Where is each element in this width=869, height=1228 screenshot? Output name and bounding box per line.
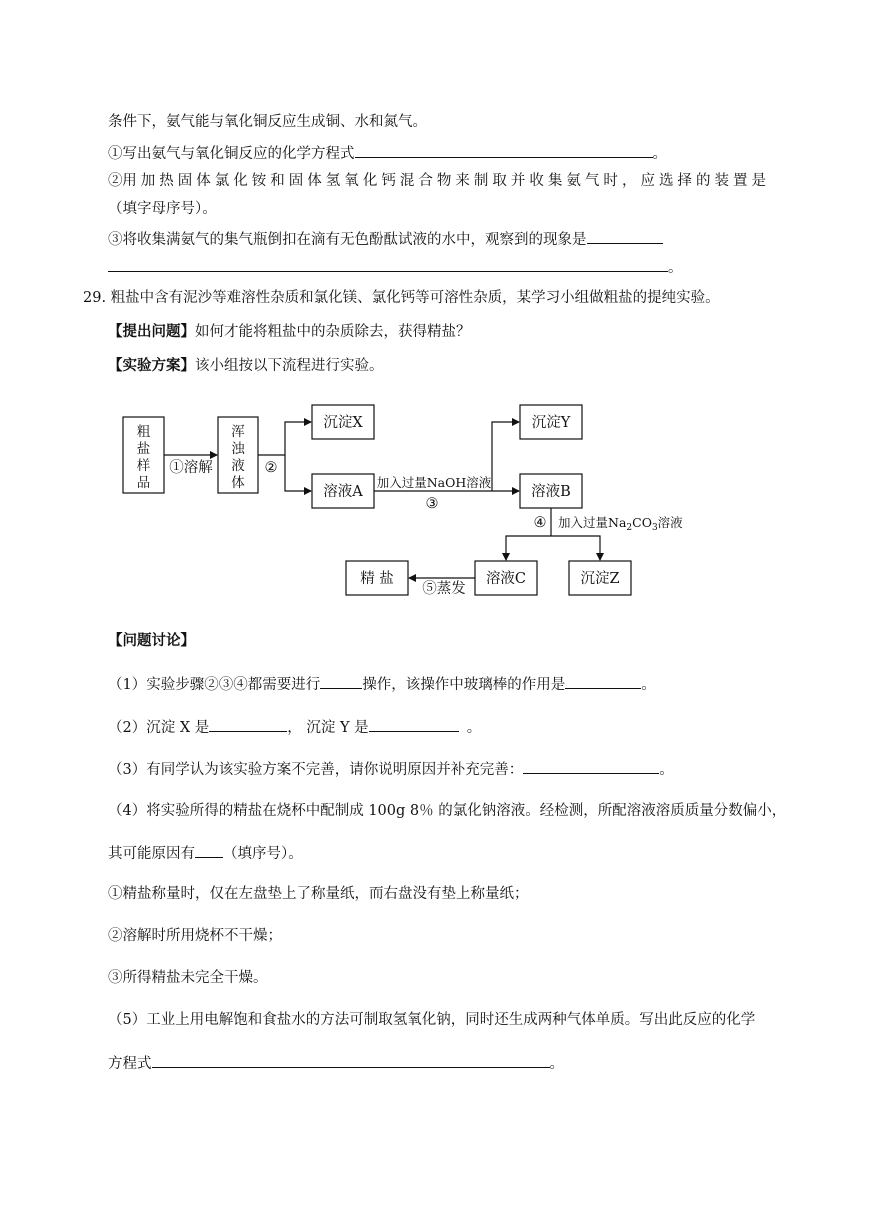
step-1-label: ①溶解 (169, 460, 213, 476)
arrow-to-z (551, 536, 600, 560)
discussion-q1-text-a: （1）实验步骤②③④都需要进行 (108, 677, 321, 693)
discussion-q4-line-2 (108, 842, 303, 864)
discussion-q3-text: （3）有同学认为该实验方案不完善，请你说明原因并补充完善： (108, 762, 524, 778)
intro-line: 条件下，氨气能与氧化铜反应生成铜、水和氮气。 (108, 114, 427, 130)
discussion-q5-text: 方程式 (108, 1056, 152, 1072)
discussion-label: 【问题讨论】 (108, 632, 195, 649)
step-2-label: ② (264, 460, 278, 476)
question-3-text: ③将收集满氨气的集气瓶倒扣在滴有无色酚酞试液的水中，观察到的现象是 (108, 232, 587, 248)
discussion-q3 (108, 758, 674, 780)
punctuation: 。 (466, 720, 482, 736)
discussion-q5-line-2 (108, 1052, 564, 1074)
crude-salt-char-4: 品 (136, 475, 151, 491)
arrow-to-c (506, 536, 551, 560)
turbid-char-3: 液 (231, 458, 245, 474)
precipitate-x-label: 沉淀X (323, 415, 363, 431)
punctuation: 。 (659, 762, 674, 778)
solution-c-label: 溶液C (485, 571, 527, 587)
question-2-line-2: （填字母序号）。 (108, 201, 217, 217)
turbid-char-2: 浊 (231, 441, 245, 457)
answer-blank-d1b[interactable] (565, 673, 641, 689)
step-4-label: ④ (533, 515, 547, 531)
discussion-q2-text-a: （2）沉淀 X 是 (108, 720, 210, 736)
discussion-q1-text-b: 操作，该操作中玻璃棒的作用是 (362, 677, 566, 693)
problem-label: 【提出问题】 (108, 323, 195, 340)
answer-blank-d5[interactable] (152, 1052, 550, 1068)
answer-blank-d1a[interactable] (320, 673, 362, 689)
solution-a-label: 溶液A (323, 484, 363, 500)
problem-text: 如何才能将粗盐中的杂质除去，获得精盐？ (195, 324, 471, 340)
crude-salt-char-2: 盐 (136, 441, 151, 457)
plan-text: 该小组按以下流程进行实验。 (195, 358, 384, 374)
answer-blank-d2a[interactable] (209, 716, 287, 732)
question-2-line-1: ②用 加 热 固 体 氯 化 铵 和 固 体 氢 氧 化 钙 混 合 物 来 制 取 并 收 集 氨 气 时 ， 应 选 择 的 装 置 是 (108, 173, 766, 189)
punctuation: 。 (652, 146, 667, 162)
turbid-char-1: 浑 (231, 424, 245, 440)
reagent-3-label: 加入过量NaOH溶液 (376, 475, 492, 490)
discussion-q5-line-1: （5）工业上用电解饱和食盐水的方法可制取氢氧化钠，同时还生成两种气体单质。写出此反应的化学 (108, 1012, 756, 1028)
reagent-4-label: 加入过量$Na_2CO_3$溶液 (558, 515, 683, 533)
option-3: ③所得精盐未完全干燥。 (108, 970, 268, 986)
discussion-q2-text-b: ， 沉淀 Y 是 (287, 720, 369, 736)
crude-salt-char-3: 样 (136, 458, 151, 474)
precipitate-z-label: 沉淀Z (580, 571, 620, 587)
question-1-text: ①写出氨气与氧化铜反应的化学方程式 (108, 146, 355, 162)
question-29-stem: 29. 粗盐中含有泥沙等难溶性杂质和氯化镁、氯化钙等可溶性杂质，某学习小组做粗盐的提纯实验。 (83, 290, 720, 306)
step-3-label: ③ (425, 496, 439, 512)
option-2: ②溶解时所用烧杯不干燥； (108, 928, 282, 944)
plan-label: 【实验方案】 (108, 357, 195, 374)
crude-salt-char-1: 粗 (136, 424, 151, 440)
discussion-q1 (108, 673, 656, 695)
option-1: ①精盐称量时，仅在左盘垫上了称量纸，而右盘没有垫上称量纸； (108, 886, 529, 902)
punctuation: 。 (641, 677, 656, 693)
solution-b-label: 溶液B (531, 484, 571, 500)
arrow-to-x (258, 422, 311, 455)
discussion-q4-text-b: （填序号）。 (223, 846, 303, 862)
refined-salt-label: 精 盐 (360, 571, 394, 587)
answer-blank-d2b[interactable] (369, 716, 459, 732)
precipitate-y-label: 沉淀Y (531, 415, 571, 431)
step-5-label: ⑤蒸发 (422, 581, 466, 597)
answer-blank-d4[interactable] (195, 842, 223, 858)
answer-blank-d3[interactable] (523, 758, 659, 774)
punctuation: 。 (549, 1056, 564, 1072)
punctuation: 。 (668, 260, 683, 276)
arrow-to-y (492, 422, 519, 491)
discussion-q4-text-a: 其可能原因有 (108, 846, 195, 862)
discussion-q2 (108, 716, 481, 738)
discussion-q4-line-1: （4）将实验所得的精盐在烧杯中配制成 100g 8％ 的氯化钠溶液。经检测，所配溶液溶质质量分数偏小， (108, 803, 787, 819)
arrow-to-a (285, 455, 311, 491)
turbid-char-4: 体 (231, 475, 245, 491)
